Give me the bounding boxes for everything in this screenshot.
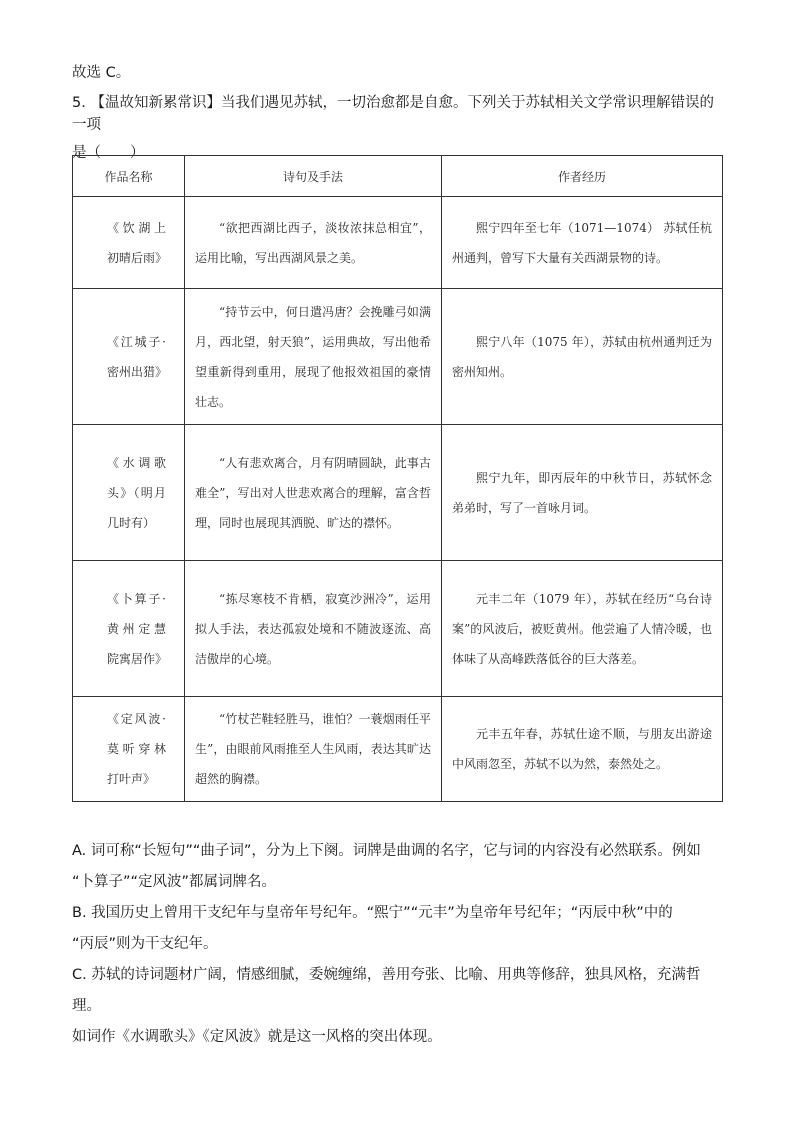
work-title-cell: 《卜算子·黄州定慧院寓居作》	[73, 561, 185, 697]
option-c-line-1: C. 苏轼的诗词题材广阔，情感细腻，委婉缠绵，善用夸张、比喻、用典等修辞，独具风格，充满哲理。	[72, 967, 701, 1014]
technique-cell: “持节云中，何日遣冯唐？会挽雕弓如满月，西北望，射天狼”，运用典故，写出他希望重新得到重用，展现了他报效祖国的豪情壮志。	[185, 289, 442, 425]
header-work-name: 作品名称	[73, 156, 185, 197]
technique-cell: “拣尽寒枝不肯栖，寂寞沙洲冷”，运用拟人手法，表达孤寂处境和不随波逐流、高洁傲岸的心境。	[185, 561, 442, 697]
header-author-experience: 作者经历	[442, 156, 723, 197]
question-stem-line-1: 5. 【温故知新累常识】当我们遇见苏轼，一切治愈都是自愈。下列关于苏轼相关文学常识理解错误的一项	[72, 95, 714, 133]
table-row	[73, 425, 723, 561]
table-row	[73, 289, 723, 425]
experience-cell: 熙宁四年至七年（1071—1074） 苏轼任杭州通判，曾写下大量有关西湖景物的诗。	[442, 197, 723, 289]
experience-cell: 元丰二年（1079 年），苏轼在经历“乌台诗案”的风波后，被贬黄州。他尝遍了人情冷暖，也体味了从高峰跌落低谷的巨大落差。	[442, 561, 723, 697]
option-b-line-2: “丙辰”则为干支纪年。	[72, 936, 218, 952]
answer-options	[72, 836, 722, 1053]
work-title-cell: 《江城子·密州出猎》	[73, 289, 185, 425]
technique-cell: “竹杖芒鞋轻胜马，谁怕？一蓑烟雨任平生”，由眼前风雨推至人生风雨，表达其旷达超然的胸襟。	[185, 697, 442, 802]
experience-cell: 熙宁八年（1075 年），苏轼由杭州通判迁为密州知州。	[442, 289, 723, 425]
option-a-line-2: “卜算子”“定风波”都属词牌名。	[72, 874, 277, 890]
option-a-line-1: A. 词可称“长短句”“曲子词”，分为上下阕。词牌是曲调的名字，它与词的内容没有必然联系。例如	[72, 843, 701, 859]
experience-cell: 元丰五年春，苏轼仕途不顺，与朋友出游途中风雨忽至，苏轼不以为然，泰然处之。	[442, 697, 723, 802]
table-row	[73, 561, 723, 697]
table-row	[73, 697, 723, 802]
header-lines-technique: 诗句及手法	[185, 156, 442, 197]
question-stem-line-2: 是（ ）	[72, 145, 145, 161]
question-header	[72, 62, 722, 164]
technique-cell: “人有悲欢离合，月有阴晴圆缺，此事古难全”，写出对人世悲欢离合的理解，富含哲理，同时也展现其洒脱、旷达的襟怀。	[185, 425, 442, 561]
table-header-row	[73, 156, 723, 197]
experience-cell: 熙宁九年，即丙辰年的中秋节日，苏轼怀念弟弟时，写了一首咏月词。	[442, 425, 723, 561]
literary-knowledge-table	[72, 155, 723, 802]
work-title-cell: 《饮湖上初晴后雨》	[73, 197, 185, 289]
option-b-line-1: B. 我国历史上曾用干支纪年与皇帝年号纪年。“熙宁”“元丰”为皇帝年号纪年；“丙辰中秋”中的	[72, 905, 673, 921]
table-row	[73, 197, 723, 289]
work-title-cell: 《定风波·莫听穿林打叶声》	[73, 697, 185, 802]
previous-answer-line: 故选 C。	[72, 65, 131, 81]
option-c-line-2: 如词作《水调歌头》《定风波》就是这一风格的突出体现。	[72, 1029, 442, 1045]
technique-cell: “欲把西湖比西子，淡妆浓抹总相宜”，运用比喻，写出西湖风景之美。	[185, 197, 442, 289]
work-title-cell: 《水调歌头》（明月几时有）	[73, 425, 185, 561]
